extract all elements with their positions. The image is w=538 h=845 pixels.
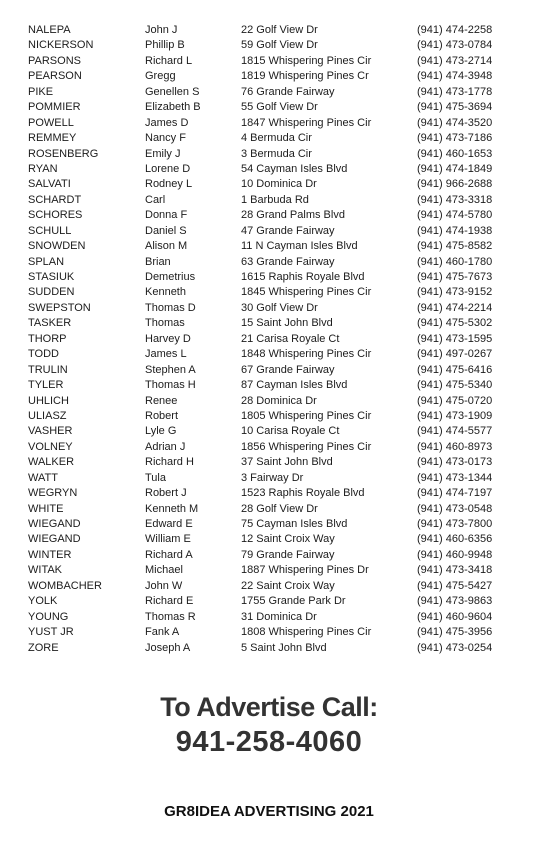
phone-number: (941) 473-9863 (417, 595, 493, 608)
last-name: POMMIER (28, 101, 81, 114)
street-address: 59 Golf View Dr (241, 39, 318, 52)
last-name: STASIUK (28, 271, 75, 283)
first-name: Robert J (145, 487, 187, 500)
directory-row (0, 409, 538, 424)
street-address: 63 Grande Fairway (241, 255, 335, 268)
phone-number: (941) 474-5780 (417, 209, 493, 222)
directory-row (0, 332, 538, 347)
first-name: John W (145, 579, 183, 592)
directory-row (0, 193, 538, 208)
first-name: Harvey D (145, 332, 191, 345)
street-address: 4 Bermuda Cir (241, 132, 312, 145)
street-address: 55 Golf View Dr (241, 101, 318, 114)
last-name: UHLICH (28, 394, 69, 407)
last-name: REMMEY (28, 132, 77, 145)
first-name: Emily J (145, 147, 181, 160)
phone-number: (941) 475-7673 (417, 271, 493, 283)
directory-row (0, 316, 538, 331)
last-name: WATT (28, 471, 58, 484)
first-name: Genellen S (145, 85, 200, 98)
first-name: Daniel S (145, 224, 187, 237)
advertise-heading: To Advertise Call: (160, 692, 378, 722)
directory-row (0, 85, 538, 100)
street-address: 31 Dominica Dr (241, 610, 317, 623)
phone-number: (941) 474-7197 (417, 487, 493, 500)
street-address: 1856 Whispering Pines Cir (241, 440, 372, 453)
street-address: 87 Cayman Isles Blvd (241, 379, 348, 392)
first-name: Richard A (145, 548, 193, 561)
last-name: YOLK (28, 595, 58, 608)
first-name: Robert (145, 409, 179, 422)
phone-number: (941) 460-8973 (417, 440, 493, 453)
last-name: WALKER (28, 456, 75, 469)
phone-number: (941) 475-5427 (417, 579, 493, 592)
street-address: 1805 Whispering Pines Cir (241, 409, 372, 422)
directory-row (0, 147, 538, 162)
last-name: POWELL (28, 116, 74, 129)
phone-number: (941) 460-9948 (417, 548, 493, 561)
first-name: Edward E (145, 518, 193, 530)
first-name: James D (145, 116, 189, 129)
first-name: Stephen A (145, 363, 196, 376)
phone-number: (941) 473-0254 (417, 641, 493, 654)
directory-row (0, 594, 538, 609)
directory-row (0, 54, 538, 69)
street-address: 79 Grande Fairway (241, 548, 335, 561)
first-name: Thomas (145, 317, 185, 330)
first-name: Michael (145, 564, 183, 577)
street-address: 21 Carisa Royale Ct (241, 332, 340, 345)
directory-row (0, 255, 538, 270)
directory-row (0, 285, 538, 300)
last-name: WITAK (28, 564, 63, 577)
directory-row (0, 116, 538, 131)
last-name: SCHULL (28, 224, 72, 237)
street-address: 15 Saint John Blvd (241, 317, 333, 330)
phone-number: (941) 473-9152 (417, 286, 493, 299)
phone-number: (941) 475-3694 (417, 101, 493, 114)
footer-credit: GR8IDEA ADVERTISING 2021 (164, 803, 374, 820)
first-name: John J (145, 24, 178, 36)
last-name: TASKER (28, 317, 72, 330)
phone-number: (941) 473-0784 (417, 39, 493, 52)
last-name: THORP (28, 332, 67, 345)
last-name: SALVATI (28, 178, 71, 191)
last-name: WEGRYN (28, 487, 78, 500)
phone-number: (941) 474-3520 (417, 116, 493, 129)
last-name: NALEPA (28, 24, 71, 36)
last-name: WIEGAND (28, 518, 81, 530)
first-name: Richard H (145, 456, 194, 469)
street-address: 37 Saint John Blvd (241, 456, 333, 469)
phone-number: (941) 473-0548 (417, 502, 493, 515)
directory-row (0, 471, 538, 486)
first-name: James L (145, 348, 187, 361)
last-name: VASHER (28, 425, 73, 438)
last-name: YOUNG (28, 610, 69, 623)
last-name: SPLAN (28, 255, 65, 268)
first-name: Richard L (145, 54, 193, 67)
directory-row (0, 162, 538, 177)
first-name: Thomas H (145, 379, 196, 392)
first-name: Gregg (145, 70, 176, 83)
phone-number: (941) 473-7186 (417, 132, 493, 145)
street-address: 47 Grande Fairway (241, 224, 335, 237)
directory-row (0, 424, 538, 439)
directory-row (0, 610, 538, 625)
street-address: 10 Dominica Dr (241, 178, 317, 191)
last-name: PIKE (28, 85, 54, 98)
last-name: YUST JR (28, 626, 74, 639)
phone-number: (941) 474-2214 (417, 301, 493, 314)
phone-number: (941) 474-3948 (417, 70, 493, 83)
first-name: Thomas D (145, 301, 196, 314)
first-name: Lyle G (145, 425, 177, 438)
street-address: 22 Golf View Dr (241, 24, 318, 36)
last-name: PARSONS (28, 54, 81, 67)
phone-number: (941) 473-1595 (417, 332, 493, 345)
first-name: Renee (145, 394, 178, 407)
last-name: SUDDEN (28, 286, 75, 299)
last-name: SWEPSTON (28, 301, 91, 314)
phone-number: (941) 475-6416 (417, 363, 493, 376)
last-name: ZORE (28, 641, 59, 654)
street-address: 5 Saint John Blvd (241, 641, 327, 654)
directory-row (0, 394, 538, 409)
phone-number: (941) 460-6356 (417, 533, 493, 546)
last-name: WINTER (28, 548, 72, 561)
street-address: 12 Saint Croix Way (241, 533, 335, 546)
phone-number: (941) 473-7800 (417, 518, 493, 530)
last-name: WOMBACHER (28, 579, 102, 592)
directory-listing (0, 23, 538, 656)
phone-number: (941) 474-2258 (417, 24, 493, 36)
directory-row (0, 38, 538, 53)
phone-number: (941) 474-5577 (417, 425, 493, 438)
first-name: Nancy F (145, 132, 186, 145)
last-name: WIEGAND (28, 533, 81, 546)
directory-row (0, 579, 538, 594)
last-name: TODD (28, 348, 59, 361)
street-address: 1615 Raphis Royale Blvd (241, 271, 365, 283)
street-address: 1808 Whispering Pines Cir (241, 626, 372, 639)
advertise-phone: 941-258-4060 (175, 726, 363, 758)
last-name: WHITE (28, 502, 64, 515)
first-name: Rodney L (145, 178, 193, 191)
directory-row (0, 517, 538, 532)
last-name: ROSENBERG (28, 147, 99, 160)
phone-number: (941) 460-9604 (417, 610, 493, 623)
directory-row (0, 347, 538, 362)
directory-row (0, 363, 538, 378)
street-address: 1845 Whispering Pines Cir (241, 286, 372, 299)
first-name: Alison M (145, 240, 188, 253)
phone-number: (941) 473-3418 (417, 564, 493, 577)
first-name: William E (145, 533, 191, 546)
street-address: 67 Grande Fairway (241, 363, 335, 376)
first-name: Richard E (145, 595, 194, 608)
first-name: Phillip B (145, 39, 185, 52)
last-name: RYAN (28, 162, 58, 175)
directory-row (0, 301, 538, 316)
directory-row (0, 177, 538, 192)
phone-number: (941) 473-1344 (417, 471, 493, 484)
street-address: 1887 Whispering Pines Dr (241, 564, 369, 577)
directory-row (0, 378, 538, 393)
street-address: 75 Cayman Isles Blvd (241, 518, 348, 530)
last-name: NICKERSON (28, 39, 94, 52)
phone-number: (941) 473-1909 (417, 409, 493, 422)
phone-number: (941) 475-3956 (417, 626, 493, 639)
street-address: 30 Golf View Dr (241, 301, 318, 314)
directory-row (0, 548, 538, 563)
phone-number: (941) 460-1653 (417, 147, 493, 160)
phone-number: (941) 475-8582 (417, 240, 493, 253)
directory-row (0, 270, 538, 285)
street-address: 22 Saint Croix Way (241, 579, 335, 592)
first-name: Kenneth M (145, 502, 199, 515)
first-name: Lorene D (145, 162, 191, 175)
street-address: 28 Golf View Dr (241, 502, 318, 515)
directory-row (0, 100, 538, 115)
first-name: Donna F (145, 209, 188, 222)
phone-number: (941) 460-1780 (417, 255, 493, 268)
directory-row (0, 486, 538, 501)
street-address: 28 Dominica Dr (241, 394, 317, 407)
street-address: 76 Grande Fairway (241, 85, 335, 98)
phone-number: (941) 474-1938 (417, 224, 493, 237)
first-name: Elizabeth B (145, 101, 201, 114)
first-name: Tula (145, 471, 166, 484)
directory-row (0, 224, 538, 239)
phone-number: (941) 475-5340 (417, 379, 493, 392)
first-name: Brian (145, 255, 171, 268)
last-name: SCHORES (28, 209, 83, 222)
phone-number: (941) 473-1778 (417, 85, 493, 98)
directory-row (0, 455, 538, 470)
phone-number: (941) 497-0267 (417, 348, 493, 361)
directory-row (0, 440, 538, 455)
street-address: 1847 Whispering Pines Cir (241, 116, 372, 129)
last-name: SCHARDT (28, 193, 82, 206)
last-name: TRULIN (28, 363, 68, 376)
street-address: 28 Grand Palms Blvd (241, 209, 345, 222)
directory-row (0, 502, 538, 517)
first-name: Kenneth (145, 286, 186, 299)
directory-row (0, 625, 538, 640)
directory-row (0, 563, 538, 578)
first-name: Thomas R (145, 610, 196, 623)
last-name: PEARSON (28, 70, 82, 83)
street-address: 3 Bermuda Cir (241, 147, 312, 160)
last-name: TYLER (28, 379, 64, 392)
first-name: Carl (145, 193, 166, 206)
street-address: 10 Carisa Royale Ct (241, 425, 340, 438)
street-address: 1815 Whispering Pines Cir (241, 54, 372, 67)
street-address: 1523 Raphis Royale Blvd (241, 487, 365, 500)
directory-row (0, 69, 538, 84)
directory-row (0, 131, 538, 146)
last-name: VOLNEY (28, 440, 73, 453)
last-name: SNOWDEN (28, 240, 86, 253)
street-address: 54 Cayman Isles Blvd (241, 162, 348, 175)
first-name: Joseph A (145, 641, 191, 654)
phone-number: (941) 473-0173 (417, 456, 493, 469)
phone-number: (941) 475-5302 (417, 317, 493, 330)
directory-row (0, 641, 538, 656)
first-name: Fank A (145, 626, 180, 639)
phone-number: (941) 966-2688 (417, 178, 493, 191)
phone-number: (941) 474-1849 (417, 162, 493, 175)
directory-row (0, 239, 538, 254)
street-address: 11 N Cayman Isles Blvd (241, 240, 358, 253)
street-address: 1819 Whispering Pines Cr (241, 70, 369, 83)
first-name: Adrian J (145, 440, 186, 453)
phone-number: (941) 473-2714 (417, 54, 493, 67)
directory-row (0, 208, 538, 223)
street-address: 1848 Whispering Pines Cir (241, 348, 372, 361)
phone-number: (941) 475-0720 (417, 394, 493, 407)
directory-row (0, 532, 538, 547)
last-name: ULIASZ (28, 409, 67, 422)
phone-number: (941) 473-3318 (417, 193, 493, 206)
street-address: 1 Barbuda Rd (241, 193, 309, 206)
street-address: 1755 Grande Park Dr (241, 595, 346, 608)
directory-row (0, 23, 538, 38)
street-address: 3 Fairway Dr (241, 471, 304, 484)
first-name: Demetrius (145, 271, 196, 283)
